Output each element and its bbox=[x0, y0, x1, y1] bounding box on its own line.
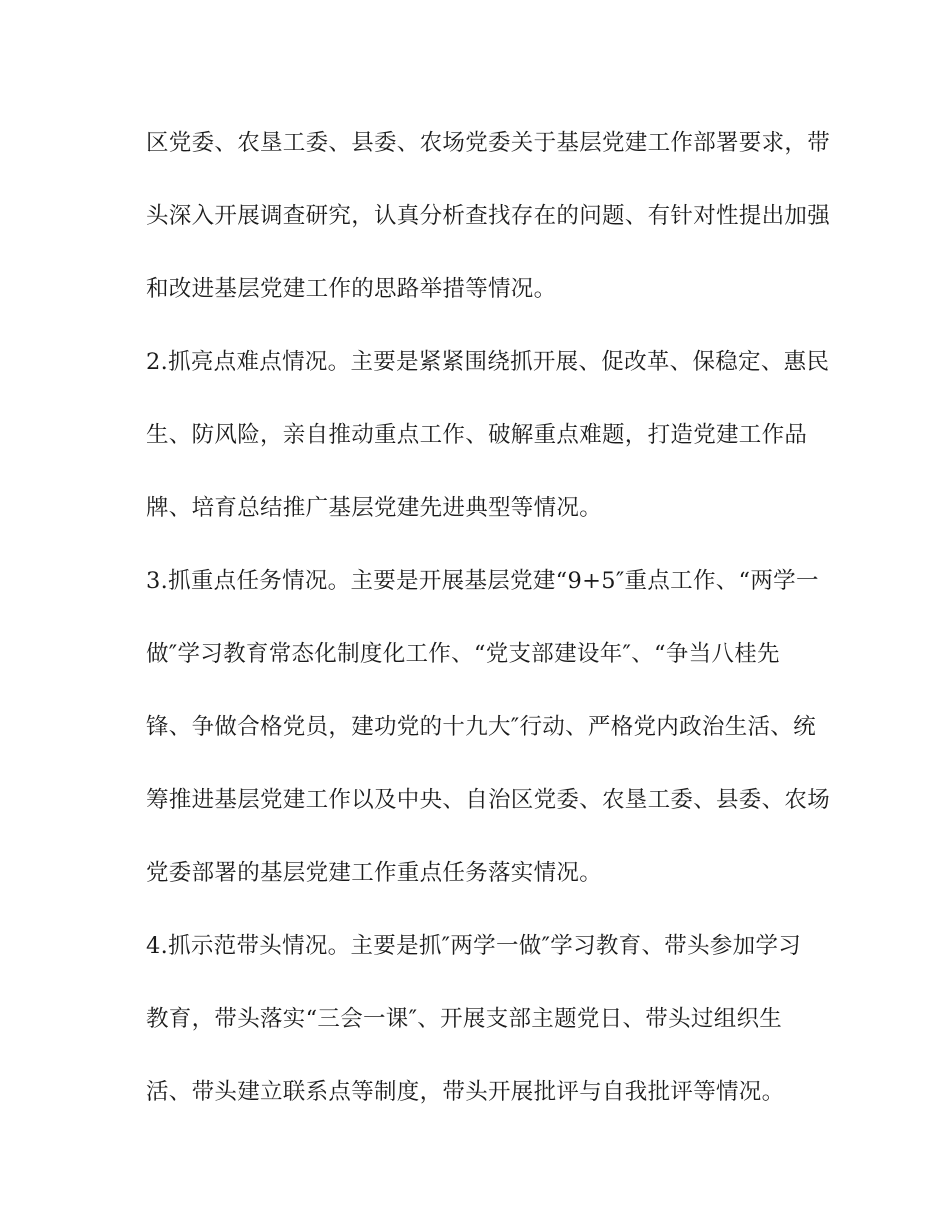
text-line: 和改进基层党建工作的思路举措等情况。 bbox=[146, 276, 557, 302]
text-line: 党委部署的基层党建工作重点任务落实情况。 bbox=[146, 860, 603, 886]
text-line: 锋、争做合格党员，建功党的十九大″行动、严格党内政治生活、统 bbox=[146, 714, 816, 740]
text-line: 3.抓重点任务情况。主要是开展基层党建“9+5″重点工作、“两学一 bbox=[146, 568, 819, 594]
text-line: 筹推进基层党建工作以及中央、自治区党委、农垦工委、县委、农场 bbox=[146, 787, 831, 813]
text-line: 2.抓亮点难点情况。主要是紧紧围绕抓开展、促改革、保稳定、惠民 bbox=[146, 349, 830, 375]
text-line: 头深入开展调查研究，认真分析查找存在的问题、有针对性提出加强 bbox=[146, 203, 831, 229]
text-line: 活、带头建立联系点等制度，带头开展批评与自我批评等情况。 bbox=[146, 1079, 785, 1105]
text-line: 牌、培育总结推广基层党建先进典型等情况。 bbox=[146, 495, 603, 521]
text-line: 区党委、农垦工委、县委、农场党委关于基层党建工作部署要求，带 bbox=[146, 130, 831, 156]
text-line: 生、防风险，亲自推动重点工作、破解重点难题，打造党建工作品 bbox=[146, 422, 808, 448]
text-line: 4.抓示范带头情况。主要是抓″两学一做″学习教育、带头参加学习 bbox=[146, 933, 802, 959]
text-line: 教育，带头落实“三会一课″、开展支部主题党日、带头过组织生 bbox=[146, 1006, 783, 1032]
text-line: 做″学习教育常态化制度化工作、“党支部建设年″、“争当八桂先 bbox=[146, 641, 780, 667]
